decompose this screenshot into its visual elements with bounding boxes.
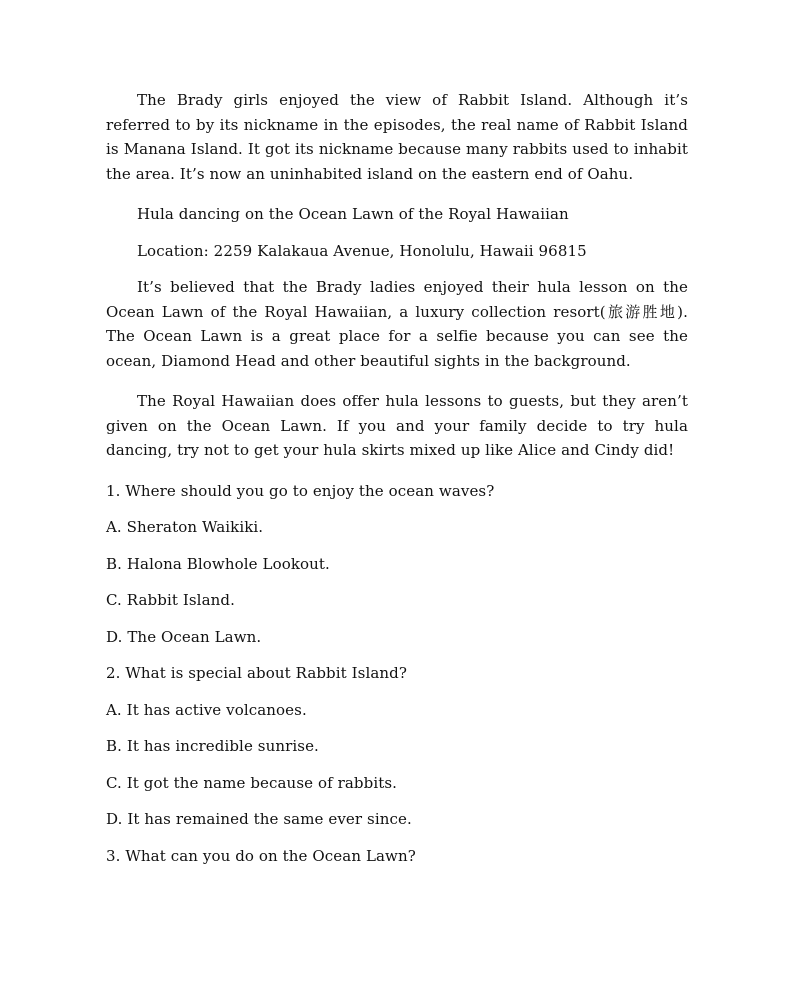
paragraph-hula-lessons: The Royal Hawaiian does offer hula lessons to guests, but they aren’t given on the Ocean Lawn. If you and your family decide to try hula dancing, try not to get your hula skirts mixed up like Alice and Cindy did!: [106, 392, 688, 459]
option-b: B. It has incredible sunrise.: [106, 737, 319, 755]
paragraph-rabbit-island: The Brady girls enjoyed the view of Rabbit Island. Although it’s referred to by its nickname in the episodes, the real name of Rabbit Island is Manana Island. It got its nickname because many rabbits used to inhabit the area. It’s now an uninhabited island on the eastern end of Oahu.: [106, 91, 688, 183]
option-d: D. It has remained the same ever since.: [106, 810, 412, 828]
question-2: [106, 661, 688, 832]
option-b: B. Halona Blowhole Lookout.: [106, 554, 330, 573]
section-heading: Hula dancing on the Ocean Lawn of the Royal Hawaiian: [137, 205, 569, 223]
paragraph-ocean-lawn: It’s believed that the Brady ladies enjoyed their hula lesson on the Ocean Lawn of the Royal Hawaiian, a luxury collection resort(旅游胜地). The Ocean Lawn is a great place for a selfie because you can see the ocean, Diamond Head and other beautiful sights in the background.: [106, 278, 688, 370]
question-stem: 1. Where should you go to enjoy the ocean waves?: [106, 481, 495, 500]
option-d: D. The Ocean Lawn.: [106, 627, 262, 646]
document-page: [106, 88, 688, 880]
question-3: [106, 844, 688, 869]
question-stem: 3. What can you do on the Ocean Lawn?: [106, 846, 416, 865]
question-stem: 2. What is special about Rabbit Island?: [106, 664, 408, 682]
option-a: A. It has active volcanoes.: [106, 700, 307, 719]
option-c: C. Rabbit Island.: [106, 591, 235, 609]
location-line: Location: 2259 Kalakaua Avenue, Honolulu, Hawaii 96815: [137, 241, 587, 260]
option-c: C. It got the name because of rabbits.: [106, 773, 398, 792]
option-a: A. Sheraton Waikiki.: [106, 518, 264, 536]
question-1: [106, 479, 688, 650]
